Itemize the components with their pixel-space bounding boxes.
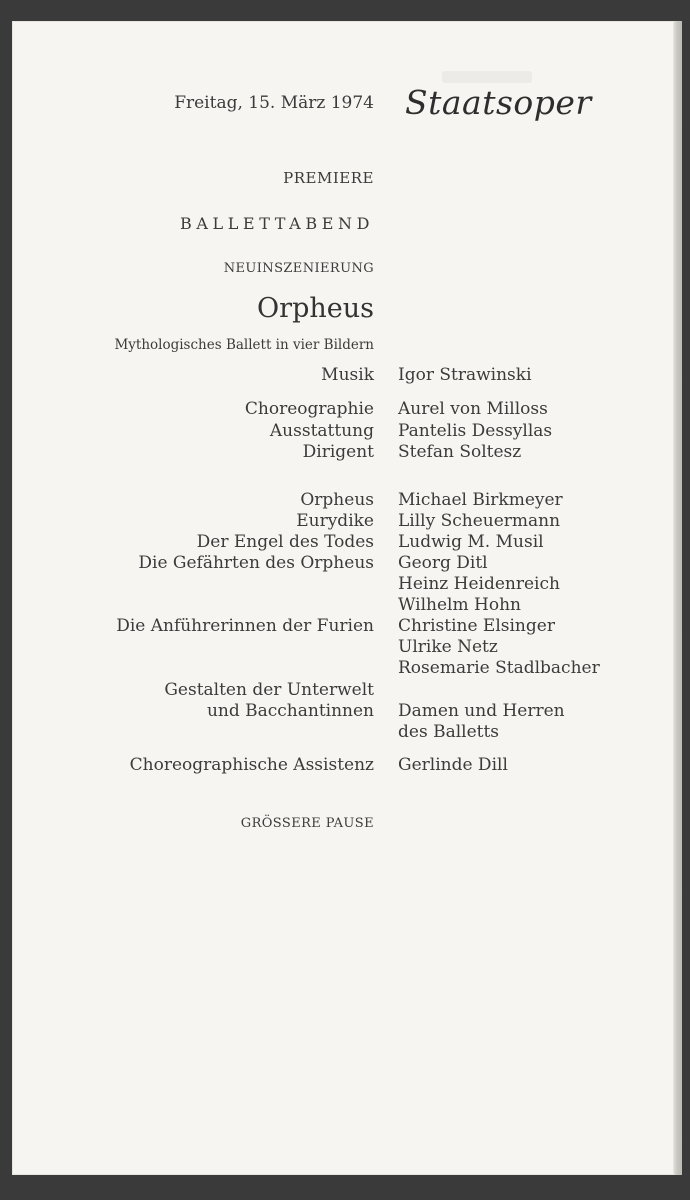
cast-role: und Bacchantinnen xyxy=(206,701,374,721)
cast-role: Choreographische Assistenz xyxy=(129,755,374,775)
faint-stamp xyxy=(442,71,532,83)
paper-edge xyxy=(674,21,682,1175)
cast-role: Orpheus xyxy=(300,490,374,510)
cast-name: Lilly Scheuermann xyxy=(398,511,561,531)
cast-name: Damen und Herren xyxy=(398,701,565,721)
cast-role: Der Engel des Todes xyxy=(196,532,374,552)
cast-name: Ludwig M. Musil xyxy=(398,532,544,552)
credit-role: Choreographie xyxy=(244,399,374,419)
cast-name: Rosemarie Stadlbacher xyxy=(398,658,600,678)
credit-role: Musik xyxy=(321,365,374,385)
performance-date: Freitag, 15. März 1974 xyxy=(174,93,374,113)
credit-name: Aurel von Milloss xyxy=(398,399,548,419)
cast-name: Michael Birkmeyer xyxy=(398,490,563,510)
cast-role: Gestalten der Unterwelt xyxy=(164,680,374,700)
cast-role: Eurydike xyxy=(296,511,374,531)
program-sheet xyxy=(12,21,674,1175)
cast-name: Ulrike Netz xyxy=(398,637,498,657)
credit-name: Stefan Soltesz xyxy=(398,442,522,462)
credit-role: Ausstattung xyxy=(269,421,374,441)
cast-name: Georg Ditl xyxy=(398,553,488,573)
cast-name: Heinz Heidenreich xyxy=(398,574,560,594)
cast-name: Gerlinde Dill xyxy=(398,755,508,775)
credit-role: Dirigent xyxy=(302,442,374,462)
cast-role: Die Gefährten des Orpheus xyxy=(138,553,374,573)
cast-name: Christine Elsinger xyxy=(398,616,555,636)
ballet-title: Orpheus xyxy=(257,293,374,324)
credit-name: Pantelis Dessyllas xyxy=(398,421,553,441)
cast-role: Die Anführerinnen der Furien xyxy=(116,616,374,636)
cast-name: Wilhelm Hohn xyxy=(398,595,521,615)
intermission-label: GRÖSSERE PAUSE xyxy=(240,816,374,831)
staging-label: NEUINSZENIERUNG xyxy=(223,261,374,276)
evening-label: BALLETTABEND xyxy=(179,214,374,233)
premiere-label: PREMIERE xyxy=(283,169,374,187)
cast-name: des Balletts xyxy=(398,722,500,742)
credit-name: Igor Strawinski xyxy=(398,365,532,385)
staatsoper-logo: Staatsoper xyxy=(405,83,592,122)
ballet-subtitle: Mythologisches Ballett in vier Bildern xyxy=(114,337,374,353)
